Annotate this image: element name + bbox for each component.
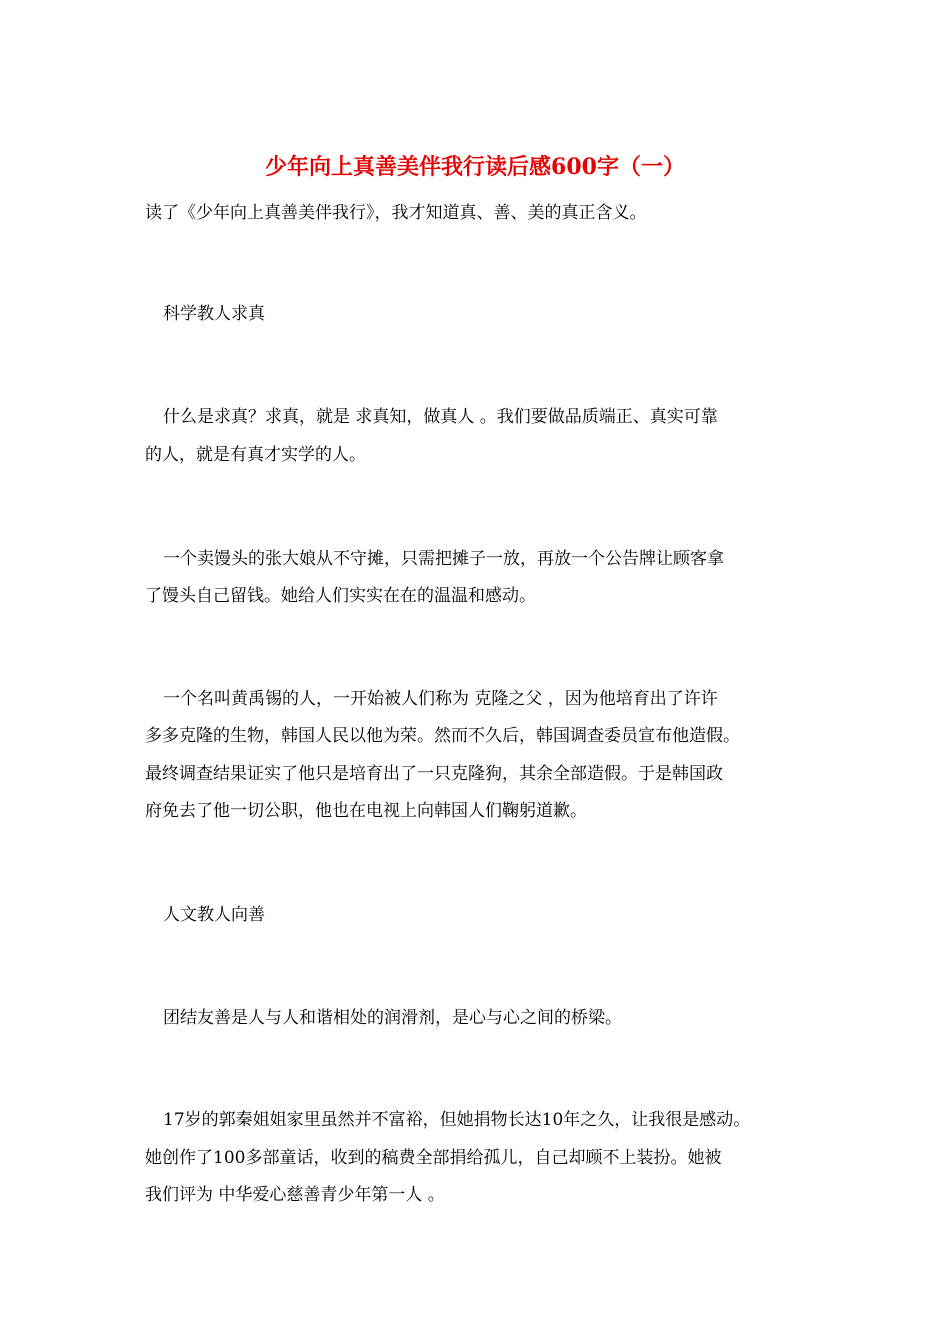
paragraph-line: 我们评为 中华爱心慈善青少年第一人 。: [145, 1185, 445, 1205]
section-heading-humanities: 人文教人向善: [163, 905, 265, 925]
paragraph-line: 的人，就是有真才实学的人。: [145, 445, 366, 465]
paragraph-line: 一个卖馒头的张大娘从不守摊，只需把摊子一放，再放一个公告牌让顾客拿: [163, 549, 724, 569]
paragraph-line: 17岁的郭秦姐姐家里虽然并不富裕，但她捐物长达10年之久，让我很是感动。: [163, 1110, 751, 1130]
intro-line: 读了《少年向上真善美伴我行》，我才知道真、善、美的真正含义。: [145, 203, 647, 223]
paragraph-line: 多多克隆的生物，韩国人民以他为荣。然而不久后，韩国调查委员宣布他造假。: [145, 726, 740, 746]
paragraph-line: 了馒头自己留钱。她给人们实实在在的温温和感动。: [145, 586, 536, 606]
paragraph-line: 她创作了100多部童话，收到的稿费全部捐给孤儿，自己却顾不上装扮。她被: [145, 1148, 722, 1168]
paragraph-line: 最终调查结果证实了他只是培育出了一只克隆狗，其余全部造假。于是韩国政: [145, 764, 723, 784]
paragraph-line: 府免去了他一切公职，他也在电视上向韩国人们鞠躬道歉。: [145, 801, 587, 821]
document-title: 少年向上真善美伴我行读后感600字（一）: [265, 154, 685, 180]
paragraph-line: 什么是求真？求真，就是 求真知，做真人 。我们要做品质端正、真实可靠: [163, 407, 718, 427]
paragraph-line: 一个名叫黄禹锡的人，一开始被人们称为 克隆之父 ，因为他培育出了许许: [163, 689, 718, 709]
paragraph-line: 团结友善是人与人和谐相处的润滑剂，是心与心之间的桥梁。: [163, 1008, 622, 1028]
section-heading-science: 科学教人求真: [163, 304, 265, 324]
